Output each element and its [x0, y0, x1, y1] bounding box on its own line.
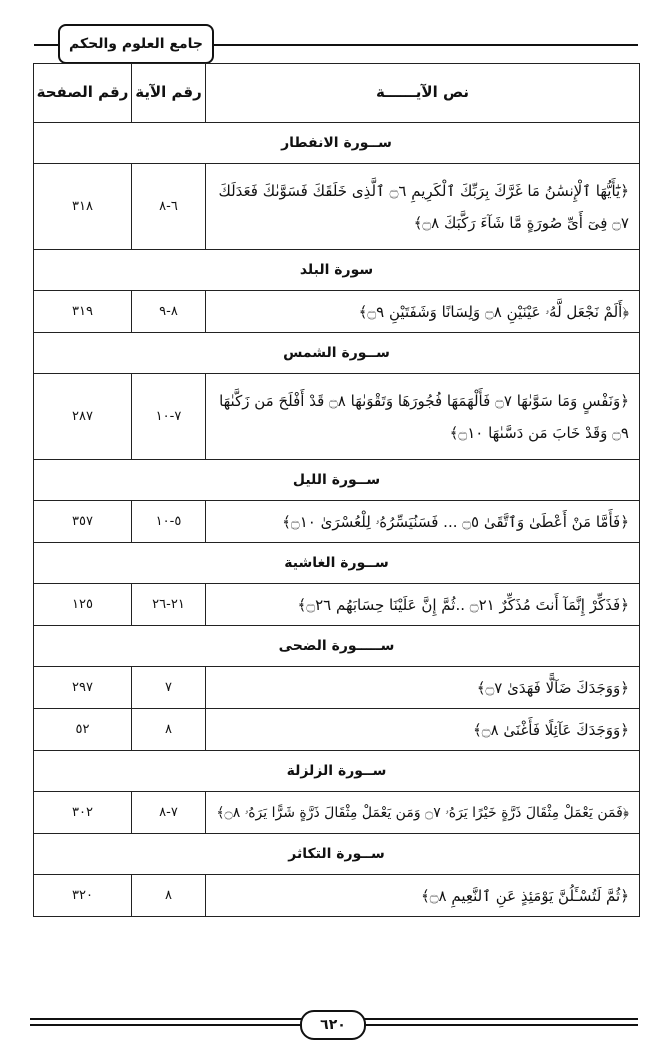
verse-text: ﴿فَأَمَّا مَنْ أَعْطَىٰ وَٱتَّقَىٰ ۝٥ ... فَسَنُيَسِّرُهُۥ لِلْعُسْرَىٰ ۝١٠﴾	[206, 501, 640, 543]
verse-number: ٥-١٠	[132, 501, 206, 543]
surah-name: ســورة الشمس	[283, 345, 390, 361]
surah-heading-row	[34, 626, 640, 667]
verse-text: ﴿ثُمَّ لَتُسْـَٔلُنَّ يَوْمَئِذٍ عَنِ ٱلنَّعِيمِ ۝٨﴾	[206, 875, 640, 917]
verse-number: ٧-٨	[132, 792, 206, 834]
surah-name: ســـــورة الضحى	[278, 638, 395, 654]
table-row	[34, 584, 640, 626]
surah-heading-row	[34, 751, 640, 792]
table-header-row	[34, 64, 640, 123]
table-row	[34, 164, 640, 250]
verse-number: ٧-١٠	[132, 374, 206, 460]
table-row	[34, 792, 640, 834]
page-number: ٢٩٧	[34, 667, 132, 709]
page-number: ٣٠٢	[34, 792, 132, 834]
table-row	[34, 501, 640, 543]
surah-name: سورة البلد	[299, 262, 374, 278]
verse-text: ﴿فَمَن يَعْمَلْ مِثْقَالَ ذَرَّةٍ خَيْرًا يَرَهُۥ ۝٧ وَمَن يَعْمَلْ مِثْقَالَ ذَرَّةٍ شَرًّا يَرَهُۥ ۝٨﴾	[206, 792, 640, 834]
verse-number: ٧	[132, 667, 206, 709]
verse-text: ﴿وَنَفْسٍ وَمَا سَوَّىٰهَا ۝٧ فَأَلْهَمَهَا فُجُورَهَا وَتَقْوَىٰهَا ۝٨ قَدْ أَفْلَحَ مَن زَكَّىٰهَا ۝٩ وَقَدْ خَابَ مَن دَسَّىٰهَا ۝١٠﴾	[206, 374, 640, 460]
page-number: ٣١٩	[34, 291, 132, 333]
verse-number: ٨	[132, 875, 206, 917]
page-number: ٥٢	[34, 709, 132, 751]
page-number: ٣٢٠	[34, 875, 132, 917]
header-rule-left	[34, 44, 60, 46]
verse-text: ﴿أَلَمْ نَجْعَل لَّهُۥ عَيْنَيْنِ ۝٨ وَلِسَانًا وَشَفَتَيْنِ ۝٩﴾	[206, 291, 640, 333]
surah-heading-row	[34, 543, 640, 584]
page-number: ١٢٥	[34, 584, 132, 626]
surah-name: ســورة الزلزلة	[286, 763, 387, 779]
surah-name: ســورة التكاثر	[288, 846, 385, 862]
table-row	[34, 291, 640, 333]
page-number: ٣٥٧	[34, 501, 132, 543]
surah-heading-row	[34, 834, 640, 875]
book-title: جامع العلوم والحكم	[58, 24, 214, 64]
header-page-number: رقم الصفحة	[34, 64, 132, 123]
surah-name: ســورة الليل	[292, 472, 381, 488]
verse-text: ﴿يَٰٓأَيُّهَا ٱلْإِنسَٰنُ مَا غَرَّكَ بِرَبِّكَ ٱلْكَرِيمِ ۝٦ ٱلَّذِى خَلَقَكَ فَسَوَّىٰكَ فَعَدَلَكَ ۝٧ فِىٓ أَىِّ صُورَةٍ مَّا شَآءَ رَكَّبَكَ ۝٨﴾	[206, 164, 640, 250]
page-number-badge: ٦٢٠	[300, 1010, 366, 1040]
verse-number: ٢١-٢٦	[132, 584, 206, 626]
table-row	[34, 709, 640, 751]
page-number: ٣١٨	[34, 164, 132, 250]
verse-text: ﴿وَوَجَدَكَ ضَآلًّا فَهَدَىٰ ۝٧﴾	[206, 667, 640, 709]
table-row	[34, 667, 640, 709]
header-verse-text: نص الآيــــــة	[206, 64, 640, 123]
table-row	[34, 374, 640, 460]
surah-heading-row	[34, 123, 640, 164]
verse-number: ٦-٨	[132, 164, 206, 250]
verse-number: ٨	[132, 709, 206, 751]
table-row	[34, 875, 640, 917]
surah-heading-row	[34, 460, 640, 501]
page-number: ٢٨٧	[34, 374, 132, 460]
verse-number: ٨-٩	[132, 291, 206, 333]
surah-heading-row	[34, 250, 640, 291]
surah-name: ســورة الغاشية	[284, 555, 389, 571]
verse-index-table	[33, 63, 640, 917]
surah-name: ســورة الانفطار	[281, 135, 392, 151]
surah-heading-row	[34, 333, 640, 374]
header-verse-number: رقم الآية	[132, 64, 206, 123]
verse-text: ﴿فَذَكِّرْ إِنَّمَآ أَنتَ مُذَكِّرٌ ۝٢١ ..ثُمَّ إِنَّ عَلَيْنَا حِسَابَهُم ۝٢٦﴾	[206, 584, 640, 626]
header-rule-right	[210, 44, 638, 46]
verse-text: ﴿وَوَجَدَكَ عَآئِلًا فَأَغْنَىٰ ۝٨﴾	[206, 709, 640, 751]
